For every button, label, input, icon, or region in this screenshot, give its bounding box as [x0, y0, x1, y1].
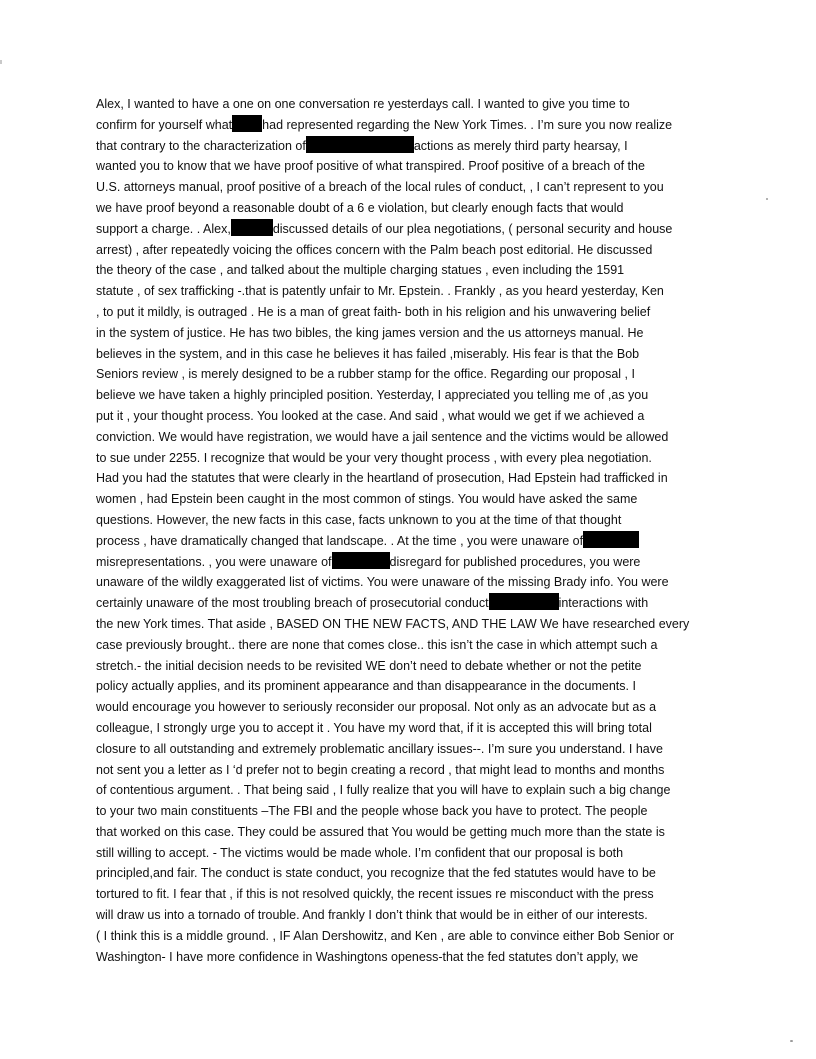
text-line: [96, 94, 726, 115]
text-run: principled,and fair. The conduct is state conduct, you recognize that the fed statutes would have to be: [96, 866, 656, 881]
scan-speck: [790, 1040, 793, 1042]
text-run: interactions with: [558, 596, 649, 611]
text-run: believes in the system, and in this case he believes it has failed ,miserably. His fear is that the Bob: [96, 346, 640, 361]
text-run: colleague, I strongly urge you to accept it . You have my word that, if it is accepted this will bring total: [96, 720, 652, 735]
text-line: [96, 531, 726, 552]
scan-edge-mark: [0, 60, 2, 64]
text-run: discussed details of our plea negotiations, ( personal security and house: [272, 221, 673, 236]
text-run: put it , your thought process. You looked at the case. And said , what would we get if we achieved a: [96, 408, 645, 423]
text-line: [96, 427, 726, 448]
text-line: [96, 385, 726, 406]
text-line: [96, 905, 726, 926]
letter-body: [96, 94, 726, 967]
text-run: still willing to accept. - The victims would be made whole. I’m confident that our proposal is both: [96, 845, 624, 860]
text-line: [96, 656, 726, 677]
text-line: [96, 468, 726, 489]
text-run: disregard for published procedures, you were: [389, 554, 641, 569]
text-line: [96, 281, 726, 302]
text-run: Had you had the statutes that were clearly in the heartland of prosecution, Had Epstein had trafficked in: [96, 471, 668, 486]
text-line: [96, 572, 726, 593]
text-run: we have proof beyond a reasonable doubt of a 6 e violation, but clearly enough facts that would: [96, 200, 624, 215]
text-run: U.S. attorneys manual, proof positive of a breach of the local rules of conduct, , I can’t represent to you: [96, 180, 664, 195]
text-run: wanted you to know that we have proof positive of what transpired. Proof positive of a breach of the: [96, 159, 645, 174]
text-run: questions. However, the new facts in this case, facts unknown to you at the time of that thought: [96, 512, 622, 527]
text-line: [96, 863, 726, 884]
text-line: [96, 614, 726, 635]
redaction-box: [306, 136, 414, 153]
text-line: [96, 240, 726, 261]
text-run: had represented regarding the New York Times. . I’m sure you now realize: [262, 117, 673, 132]
text-line: [96, 801, 726, 822]
text-line: [96, 510, 726, 531]
text-line: [96, 884, 726, 905]
text-line: [96, 635, 726, 656]
text-line: [96, 780, 726, 801]
text-line: [96, 323, 726, 344]
text-line: [96, 448, 726, 469]
text-run: statute , of sex trafficking -.that is patently unfair to Mr. Epstein. . Frankly , as you heard yesterday, Ken: [96, 284, 664, 299]
text-run: policy actually applies, and its prominent appearance and than disappearance in the documents. I: [96, 679, 636, 694]
text-run: conviction. We would have registration, we would have a jail sentence and the victims would be allowed: [96, 429, 669, 444]
text-run: in the system of justice. He has two bibles, the king james version and the us attorneys manual. He: [96, 325, 644, 340]
text-run: not sent you a letter as I ‘d prefer not to begin creating a record , that might lead to months and months: [96, 762, 665, 777]
text-run: ( I think this is a middle ground. , IF Alan Dershowitz, and Ken , are able to convince either Bob Senior or: [96, 928, 675, 943]
text-line: [96, 822, 726, 843]
text-line: [96, 489, 726, 510]
text-run: women , had Epstein been caught in the most common of stings. You would have asked the same: [96, 492, 638, 507]
redaction-box: [583, 531, 639, 548]
text-line: [96, 219, 726, 240]
text-run: certainly unaware of the most troubling breach of prosecutorial conduct: [96, 596, 489, 611]
text-run: believe we have taken a highly principled position. Yesterday, I appreciated you telling me of ,as you: [96, 388, 649, 403]
text-line: [96, 406, 726, 427]
text-run: unaware of the wildly exaggerated list of victims. You were unaware of the missing Brady info. You were: [96, 575, 669, 590]
text-line: [96, 344, 726, 365]
text-run: that worked on this case. They could be assured that You would be getting much more than the state is: [96, 824, 665, 839]
text-run: Washington- I have more confidence in Washingtons openess-that the fed statutes don’t apply, we: [96, 949, 639, 964]
text-run: the theory of the case , and talked about the multiple charging statues , even including the 1591: [96, 263, 625, 278]
text-line: [96, 676, 726, 697]
text-line: [96, 760, 726, 781]
text-run: closure to all outstanding and extremely problematic ancillary issues--. I’m sure you understand. I have: [96, 741, 663, 756]
text-line: [96, 364, 726, 385]
text-line: [96, 718, 726, 739]
text-run: arrest) , after repeatedly voicing the offices concern with the Palm beach post editorial. He discussed: [96, 242, 653, 257]
text-line: [96, 136, 726, 157]
text-run: case previously brought.. there are none that comes close.. this isn’t the case in which attempt such a: [96, 637, 658, 652]
text-run: of contentious argument. . That being said , I fully realize that you will have to explain such a big change: [96, 783, 671, 798]
text-run: Alex, I wanted to have a one on one conversation re yesterdays call. I wanted to give you time to: [96, 97, 630, 111]
text-line: [96, 697, 726, 718]
text-run: will draw us into a tornado of trouble. And frankly I don’t think that would be in either of our interests.: [96, 908, 648, 923]
text-line: [96, 926, 726, 947]
text-line: [96, 115, 726, 136]
redaction-box: [332, 552, 390, 569]
text-line: [96, 552, 726, 573]
text-run: support a charge. . Alex,: [96, 221, 231, 236]
text-run: to sue under 2255. I recognize that would be your very thought process , with every plea negotiation.: [96, 450, 652, 465]
text-run: stretch.- the initial decision needs to be revisited WE don’t need to debate whether or not the petite: [96, 658, 642, 673]
text-run: actions as merely third party hearsay, I: [413, 138, 628, 153]
scan-speck: [766, 198, 768, 200]
text-line: [96, 739, 726, 760]
redaction-box: [231, 219, 273, 236]
text-run: the new York times. That aside , BASED ON THE NEW FACTS, AND THE LAW We have researched every: [96, 616, 690, 631]
text-run: , to put it mildly, is outraged . He is a man of great faith- both in his religion and his unwavering belief: [96, 304, 651, 319]
text-line: [96, 947, 726, 968]
text-line: [96, 156, 726, 177]
text-run: tortured to fit. I fear that , if this is not resolved quickly, the recent issues re misconduct with the press: [96, 887, 654, 902]
redaction-box: [489, 593, 559, 610]
text-run: to your two main constituents –The FBI and the people whose back you have to protect. The people: [96, 804, 648, 819]
text-run: that contrary to the characterization of: [96, 138, 306, 153]
text-line: [96, 302, 726, 323]
text-run: confirm for yourself what: [96, 117, 233, 132]
text-line: [96, 198, 726, 219]
text-line: [96, 260, 726, 281]
text-line: [96, 177, 726, 198]
text-run: process , have dramatically changed that landscape. . At the time , you were unaware of: [96, 533, 584, 548]
text-line: [96, 843, 726, 864]
redaction-box: [232, 115, 262, 132]
text-run: would encourage you however to seriously reconsider our proposal. Not only as an advocate but as a: [96, 700, 657, 715]
text-run: misrepresentations. , you were unaware of: [96, 554, 332, 569]
text-run: Seniors review , is merely designed to be a rubber stamp for the office. Regarding our proposal , I: [96, 367, 635, 382]
text-line: [96, 593, 726, 614]
